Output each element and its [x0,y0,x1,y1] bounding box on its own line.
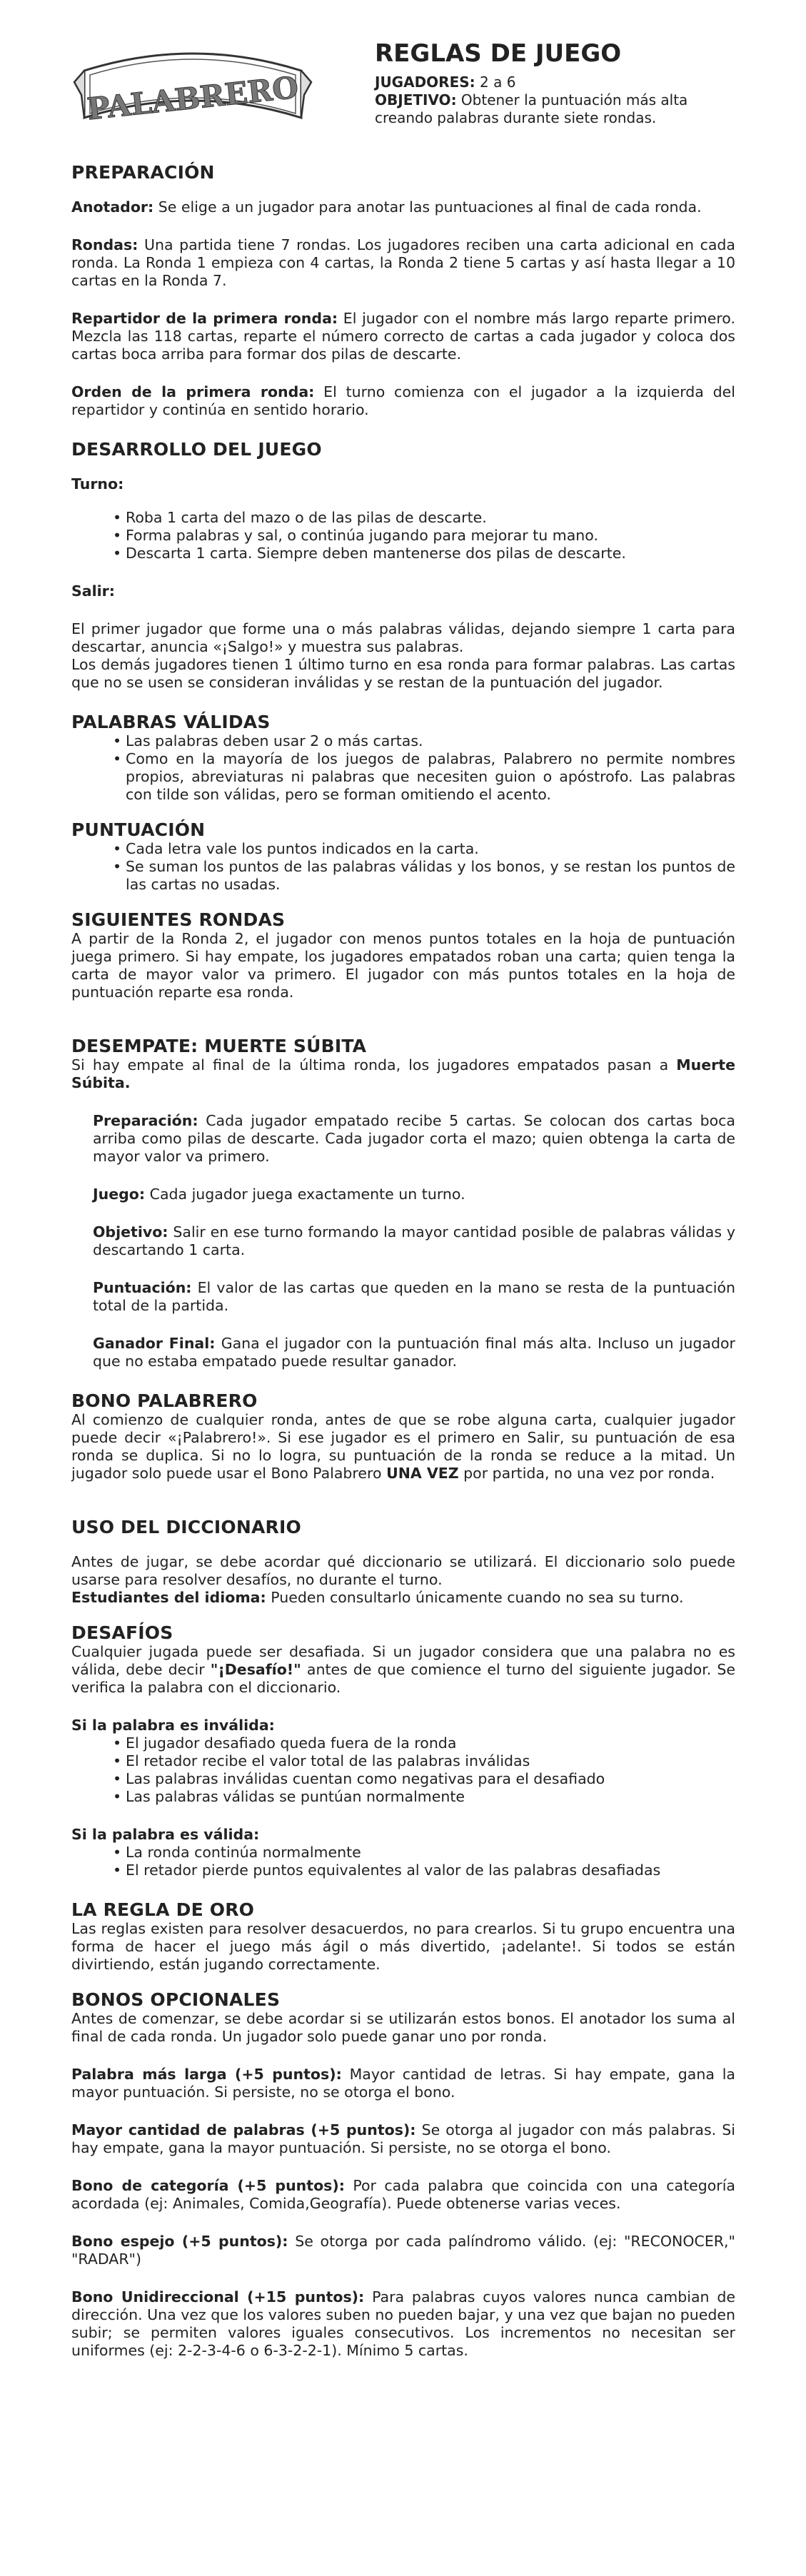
paragraph-bono-larga: Palabra más larga (+5 puntos): Mayor cantidad de letras. Si hay empate, gana la mayor puntuación. Si persiste, no se otorga el bono. [71,2066,735,2101]
list-item: • Roba 1 carta del mazo o de las pilas de descarte. [126,509,735,527]
list-turno [71,509,735,562]
list-item: • Descarta 1 carta. Siempre deben mantenerse dos pilas de descarte. [126,545,735,562]
section-heading-bono: BONO PALABRERO [71,1390,258,1411]
list-item: • El retador pierde puntos equivalentes al valor de las palabras desafiadas [126,1862,735,1879]
list-puntuacion [71,840,735,894]
section-heading-palabras-validas: PALABRAS VÁLIDAS [71,712,271,732]
paragraph-bono: Al comienzo de cualquier ronda, antes de que se robe alguna carta, cualquier jugador puede decir «¡Palabrero!». Si ese jugador es el primero en Salir, su puntuación de esa ronda se duplica. Si no lo logra, su puntuación de la ronda se reduce a la mitad. Un jugador solo puede usar el Bono Palabrero UNA VEZ por partida, no una vez por ronda. [71,1411,735,1482]
objective-value: Obtener la puntuación más alta creando palabras durante siete rondas. [375,91,688,126]
header-info [375,39,746,127]
list-item: • La ronda continúa normalmente [126,1844,735,1862]
paragraph-desempate-ganador: Ganador Final: Gana el jugador con la puntuación final más alta. Incluso un jugador que no estaba empatado puede resultar ganador. [93,1335,735,1370]
paragraph-bono-espejo: Bono espejo (+5 puntos): Se otorga por cada palíndromo válido. (ej: "RECONOCER," "RADAR") [71,2233,735,2268]
paragraph-desempate-intro: Si hay empate al final de la última ronda, los jugadores empatados pasan a Muerte Súbita. [71,1056,735,1091]
paragraph-desempate-objetivo: Objetivo: Salir en ese turno formando la mayor cantidad posible de palabras válidas y descartando 1 carta. [93,1223,735,1258]
paragraph-rondas: Rondas: Una partida tiene 7 rondas. Los jugadores reciben una carta adicional en cada ronda. La Ronda 1 empieza con 4 cartas, la Ronda 2 tiene 5 cartas y así hasta llegar a 10 cartas en la Ronda 7. [71,236,735,289]
players-line [375,74,746,91]
label-valida: Si la palabra es válida: [71,1826,260,1843]
paragraph-diccionario: Antes de jugar, se debe acordar qué diccionario se utilizará. El diccionario solo puede usarse para resolver desafíos, no durante el turno. [71,1553,735,1588]
paragraph-desafios: Cualquier jugada puede ser desafiada. Si un jugador considera que una palabra no es válida, debe decir "¡Desafío!" antes de que comience el turno del siguiente jugador. Se verifica la palabra con el diccionario. [71,1643,735,1696]
section-heading-preparacion: PREPARACIÓN [71,162,215,183]
list-valida [71,1844,735,1879]
section-heading-desempate: DESEMPATE: MUERTE SÚBITA [71,1036,367,1056]
rules-page [71,32,735,2360]
players-label: JUGADORES: [375,74,475,91]
logo-text: PALABRERO [85,69,301,127]
list-item: • Las palabras deben usar 2 o más cartas. [126,732,735,750]
list-item: • Como en la mayoría de los juegos de palabras, Palabrero no permite nombres propios, abreviaturas ni palabras que necesiten guion o apóstrofo. Las palabras con tilde son válidas, pero se forman omitiendo el acento. [126,750,735,804]
paragraph-bono-mayor: Mayor cantidad de palabras (+5 puntos): Se otorga al jugador con más palabras. Si hay empate, gana la mayor puntuación. Si persiste, no se otorga el bono. [71,2121,735,2156]
page-title: REGLAS DE JUEGO [375,39,622,68]
section-heading-diccionario: USO DEL DICCIONARIO [71,1517,301,1537]
paragraph-anotador: Anotador: Se elige a un jugador para anotar las puntuaciones al final de cada ronda. [71,198,702,216]
list-item: • El retador recibe el valor total de las palabras inválidas [126,1752,735,1770]
objective-label: OBJETIVO: [375,91,457,108]
list-item: • Cada letra vale los puntos indicados en la carta. [126,840,735,858]
paragraph-siguientes: A partir de la Ronda 2, el jugador con menos puntos totales en la hoja de puntuación juega primero. Si hay empate, los jugadores empatados roban una carta; quien tenga la carta de mayor valor va primero. El jugador con más puntos totales en la hoja de puntuación reparte esa ronda. [71,930,735,1001]
objective-line [375,91,746,127]
paragraph-regla-oro: Las reglas existen para resolver desacuerdos, no para crearlos. Si tu grupo encuentra una forma de hacer el juego más ágil o más divertido, ¡adelante!. Si todos se están divirtiendo, están jugando correctamente. [71,1920,735,1973]
paragraph-desempate-puntuacion: Puntuación: El valor de las cartas que queden en la mano se resta de la puntuación total de la partida. [93,1279,735,1314]
banner-logo-icon [71,41,314,148]
paragraph-bonos-intro: Antes de comenzar, se debe acordar si se utilizarán estos bonos. El anotador los suma al final de cada ronda. Un jugador solo puede ganar uno por ronda. [71,2010,735,2045]
section-heading-bonos-opcionales: BONOS OPCIONALES [71,1989,281,2010]
list-invalida [71,1734,735,1806]
paragraph-bono-categoria: Bono de categoría (+5 puntos): Por cada palabra que coincida con una categoría acordada (ej: Animales, Comida,Geografía). Puede obtenerse varias veces. [71,2177,735,2212]
players-value: 2 a 6 [480,74,516,91]
paragraph-repartidor: Repartidor de la primera ronda: El jugador con el nombre más largo reparte primero. Mezcla las 118 cartas, reparte el número correcto de cartas a cada jugador y coloca dos cartas boca arriba para formar dos pilas de descarte. [71,310,735,363]
section-heading-desafios: DESAFÍOS [71,1622,173,1643]
paragraph-salir-1: El primer jugador que forme una o más palabras válidas, dejando siempre 1 carta para descartar, anuncia «¡Salgo!» y muestra sus palabras. [71,620,735,655]
section-heading-regla-oro: LA REGLA DE ORO [71,1899,255,1920]
paragraph-estudiantes: Estudiantes del idioma: Pueden consultarlo únicamente cuando no sea su turno. [71,1589,684,1606]
label-turno: Turno: [71,475,124,493]
section-heading-desarrollo: DESARROLLO DEL JUEGO [71,439,322,460]
list-item: • El jugador desafiado queda fuera de la ronda [126,1734,735,1752]
paragraph-desempate-juego: Juego: Cada jugador juega exactamente un turno. [93,1186,465,1203]
section-heading-puntuacion: PUNTUACIÓN [71,819,206,840]
paragraph-bono-unidireccional: Bono Unidireccional (+15 puntos): Para palabras cuyos valores nunca cambian de dirección. Una vez que los valores suben no pueden bajar, y una vez que bajan no pueden subir; se permiten valores iguales consecutivos. Los incrementos no necesitan ser uniformes (ej: 2-2-3-4-6 o 6-3-2-2-1). Mínimo 5 cartas. [71,2288,735,2359]
paragraph-orden: Orden de la primera ronda: El turno comienza con el jugador a la izquierda del repartidor y continúa en sentido horario. [71,383,735,418]
label-salir: Salir: [71,582,115,600]
section-heading-siguientes: SIGUIENTES RONDAS [71,909,286,930]
header [71,32,735,146]
list-item: • Las palabras válidas se puntúan normalmente [126,1788,735,1806]
paragraph-salir-2: Los demás jugadores tienen 1 último turno en esa ronda para formar palabras. Las cartas que no se usen se consideran inválidas y se restan de la puntuación del jugador. [71,656,735,691]
label-invalida: Si la palabra es inválida: [71,1717,275,1734]
list-item: • Forma palabras y sal, o continúa jugando para mejorar tu mano. [126,527,735,545]
paragraph-desempate-prep: Preparación: Cada jugador empatado recibe 5 cartas. Se colocan dos cartas boca arriba como pilas de descarte. Cada jugador corta el mazo; quien obtenga la carta de mayor valor va primero. [93,1112,735,1165]
list-item: • Las palabras inválidas cuentan como negativas para el desafiado [126,1770,735,1788]
list-item: • Se suman los puntos de las palabras válidas y los bonos, y se restan los puntos de las cartas no usadas. [126,858,735,894]
list-palabras-validas [71,732,735,804]
